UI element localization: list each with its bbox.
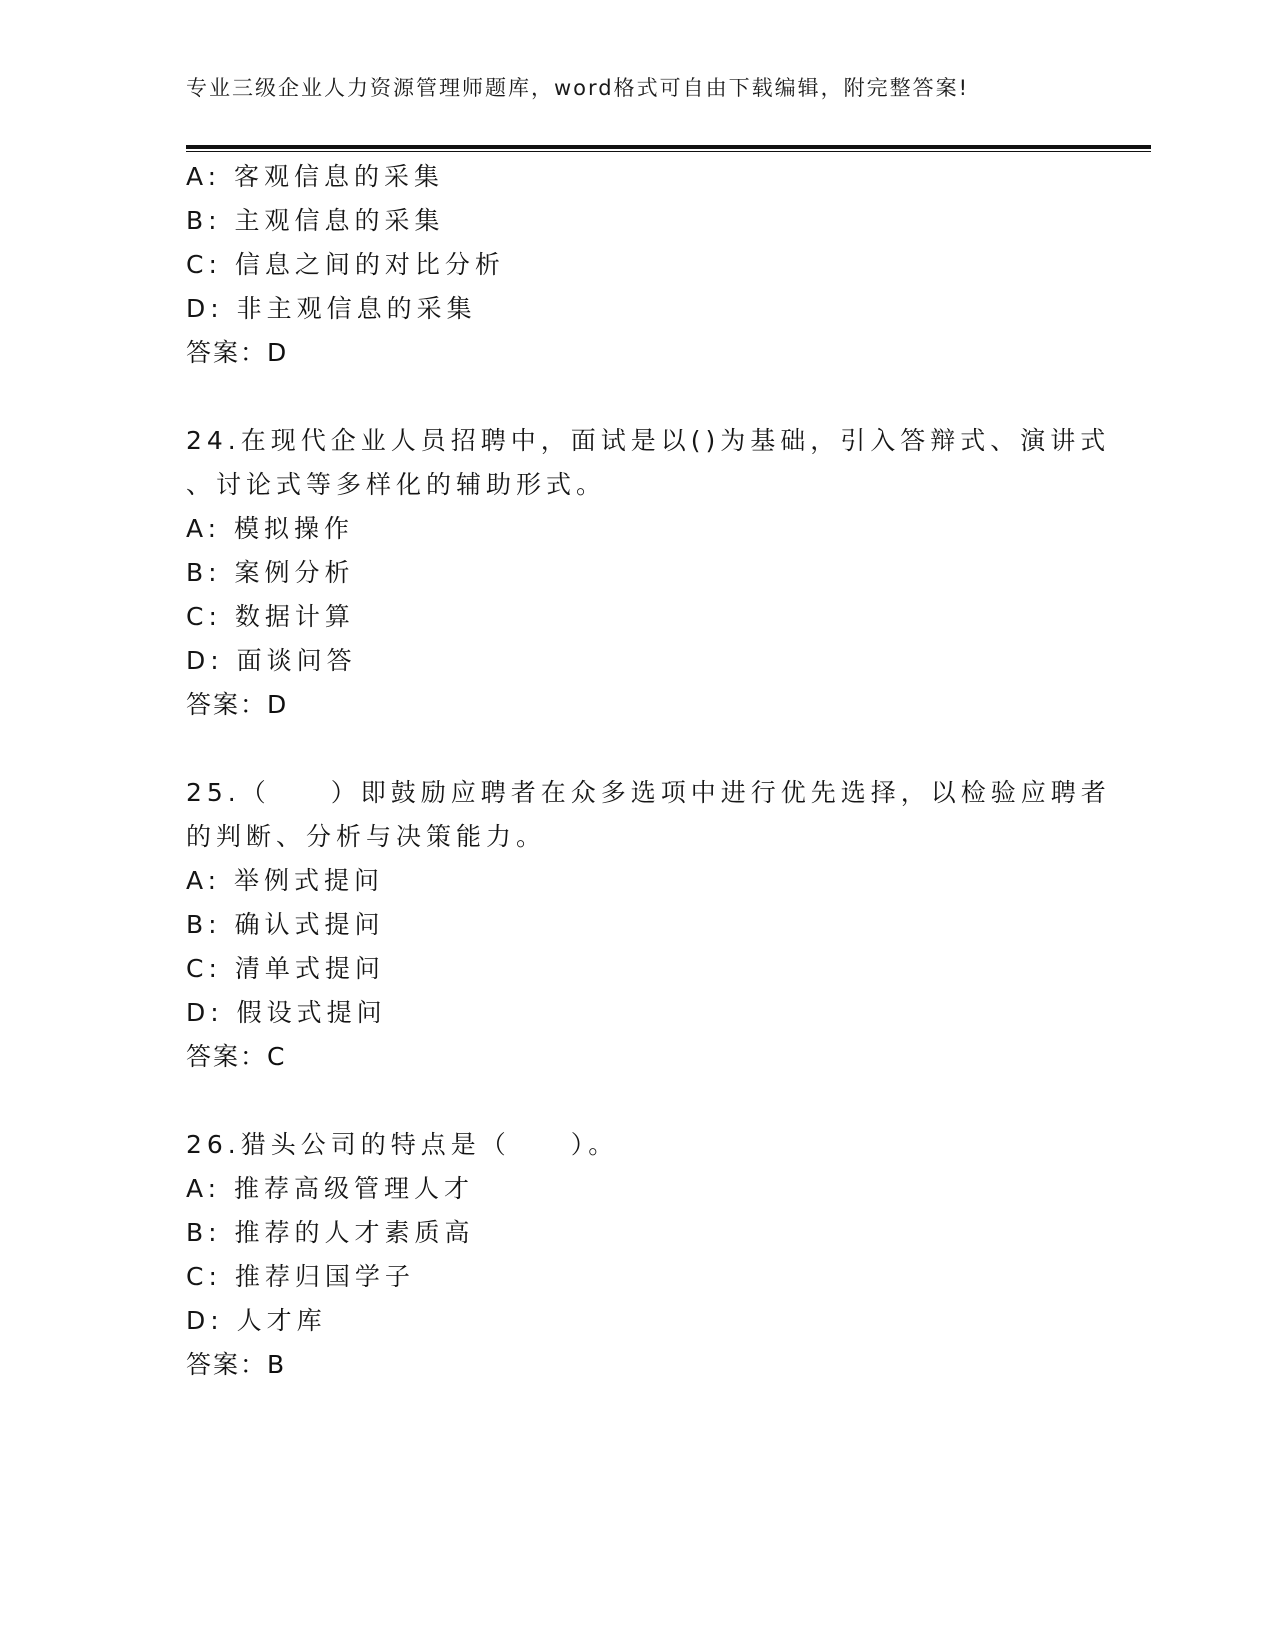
option-d: D: 人才库 [186,1306,327,1335]
question-stem: 25.（ ）即鼓励应聘者在众多选项中进行优先选择，以检验应聘者 [186,778,1111,807]
option-c: C: 清单式提问 [186,954,385,983]
option-a: A: 举例式提问 [186,866,385,895]
answer: 答案：D [186,690,289,719]
option-a: A: 模拟操作 [186,514,355,543]
answer: 答案：D [186,338,289,367]
option-a: A: 客观信息的采集 [186,162,445,191]
answer: 答案：C [186,1042,287,1071]
option-d: D: 假设式提问 [186,998,387,1027]
option-c: C: 信息之间的对比分析 [186,250,505,279]
answer: 答案：B [186,1350,287,1379]
question-stem: 24.在现代企业人员招聘中，面试是以()为基础，引入答辩式、演讲式 [186,426,1111,455]
option-c: C: 数据计算 [186,602,355,631]
header-rule-thick [186,145,1151,149]
option-b: B: 推荐的人才素质高 [186,1218,475,1247]
option-d: D: 非主观信息的采集 [186,294,477,323]
question-stem-continued: 、讨论式等多样化的辅助形式。 [186,470,607,499]
option-b: B: 确认式提问 [186,910,385,939]
question-stem: 26.猎头公司的特点是（ ）。 [186,1130,619,1159]
page-header: 专业三级企业人力资源管理师题库，word格式可自由下载编辑，附完整答案! [186,76,970,100]
option-b: B: 案例分析 [186,558,355,587]
question-stem-continued: 的判断、分析与决策能力。 [186,822,547,851]
header-rule-thin [186,151,1151,152]
option-d: D: 面谈问答 [186,646,357,675]
option-b: B: 主观信息的采集 [186,206,445,235]
option-c: C: 推荐归国学子 [186,1262,415,1291]
option-a: A: 推荐高级管理人才 [186,1174,475,1203]
